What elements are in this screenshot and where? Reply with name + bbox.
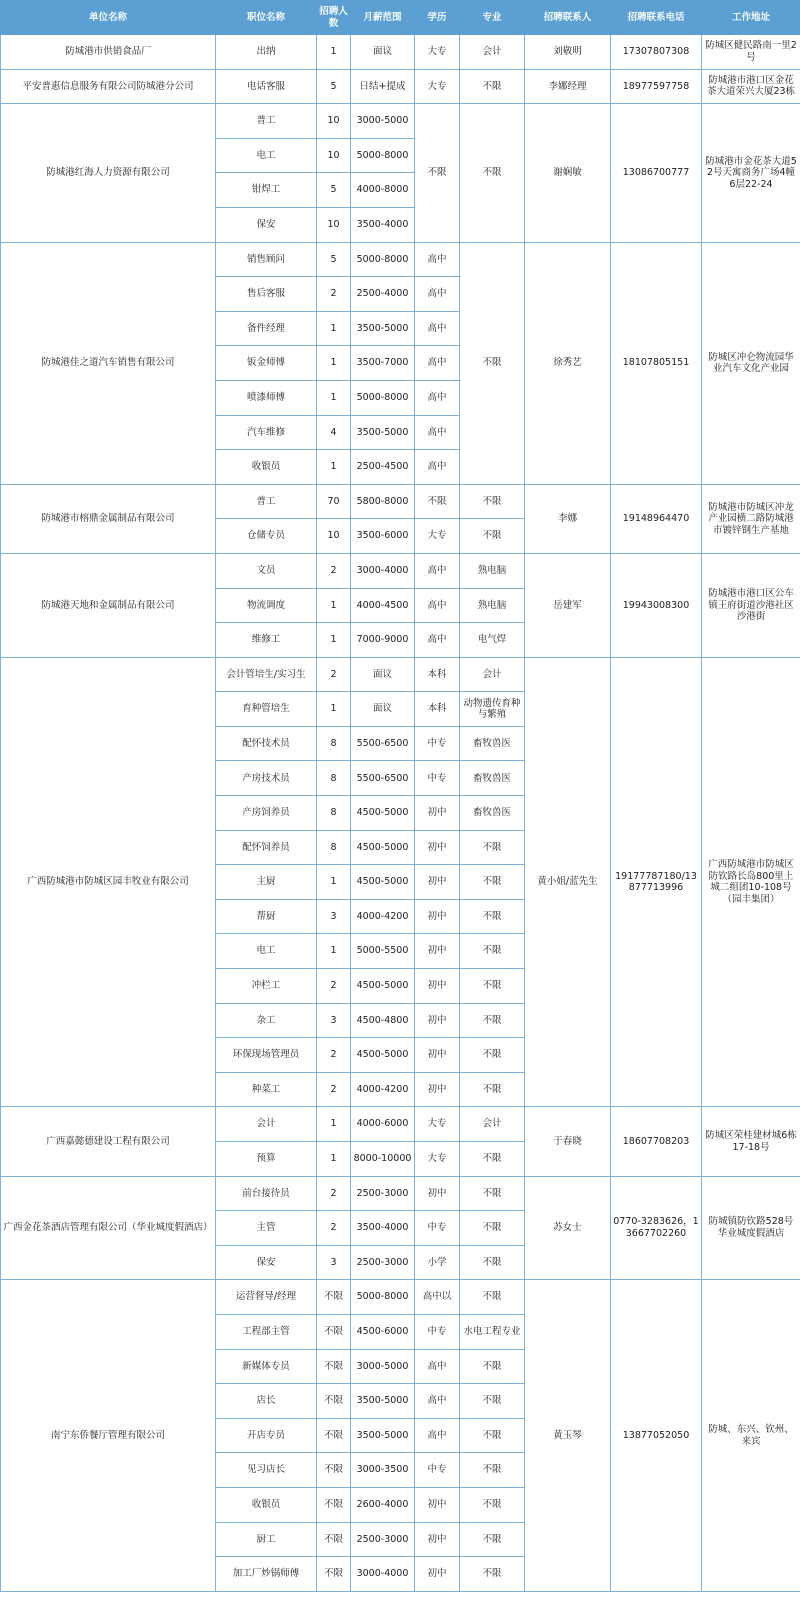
hire-count: 3 bbox=[317, 899, 351, 934]
contact-person: 黄小姐/蓝先生 bbox=[525, 657, 611, 1107]
hire-count: 8 bbox=[317, 830, 351, 865]
education-requirement: 高中 bbox=[415, 346, 460, 381]
position-name: 主厨 bbox=[216, 865, 317, 900]
education-requirement: 高中 bbox=[415, 1384, 460, 1419]
position-name: 文员 bbox=[216, 553, 317, 588]
salary-range: 3500-5000 bbox=[351, 415, 415, 450]
position-name: 帮厨 bbox=[216, 899, 317, 934]
education-requirement: 初中 bbox=[415, 934, 460, 969]
position-name: 配怀饲养员 bbox=[216, 830, 317, 865]
hire-count: 4 bbox=[317, 415, 351, 450]
salary-range: 5000-8000 bbox=[351, 1280, 415, 1315]
education-requirement: 大专 bbox=[415, 1142, 460, 1177]
company-name: 防城港天地和金属制品有限公司 bbox=[1, 553, 216, 657]
salary-range: 3500-5000 bbox=[351, 1384, 415, 1419]
header-phone: 招聘联系电话 bbox=[611, 1, 702, 35]
salary-range: 4500-5000 bbox=[351, 830, 415, 865]
salary-range: 5500-6500 bbox=[351, 761, 415, 796]
contact-person: 黄玉琴 bbox=[525, 1280, 611, 1591]
position-name: 工程部主管 bbox=[216, 1314, 317, 1349]
major-requirement: 不限 bbox=[460, 1557, 525, 1592]
salary-range: 2500-4500 bbox=[351, 450, 415, 485]
education-requirement: 初中 bbox=[415, 1557, 460, 1592]
contact-phone: 18977597758 bbox=[611, 69, 702, 104]
salary-range: 5500-6500 bbox=[351, 726, 415, 761]
salary-range: 2600-4000 bbox=[351, 1487, 415, 1522]
hire-count: 1 bbox=[317, 450, 351, 485]
salary-range: 3000-5000 bbox=[351, 1349, 415, 1384]
position-name: 保安 bbox=[216, 207, 317, 242]
major-requirement: 不限 bbox=[460, 519, 525, 554]
major-requirement: 不限 bbox=[460, 1245, 525, 1280]
major-requirement: 会计 bbox=[460, 657, 525, 692]
hire-count: 不限 bbox=[317, 1384, 351, 1419]
position-name: 物流调度 bbox=[216, 588, 317, 623]
hire-count: 1 bbox=[317, 346, 351, 381]
position-name: 销售顾问 bbox=[216, 242, 317, 277]
hire-count: 2 bbox=[317, 1038, 351, 1073]
position-name: 钣金师傅 bbox=[216, 346, 317, 381]
education-requirement: 不限 bbox=[415, 104, 460, 242]
contact-phone: 13086700777 bbox=[611, 104, 702, 242]
education-requirement: 本科 bbox=[415, 657, 460, 692]
salary-range: 4000-4500 bbox=[351, 588, 415, 623]
salary-range: 4500-5000 bbox=[351, 1038, 415, 1073]
hire-count: 1 bbox=[317, 380, 351, 415]
position-name: 普工 bbox=[216, 104, 317, 139]
major-requirement: 不限 bbox=[460, 1072, 525, 1107]
hire-count: 3 bbox=[317, 1003, 351, 1038]
salary-range: 7000-9000 bbox=[351, 623, 415, 658]
major-requirement: 不限 bbox=[460, 934, 525, 969]
salary-range: 4500-5000 bbox=[351, 796, 415, 831]
education-requirement: 大专 bbox=[415, 1107, 460, 1142]
position-name: 见习店长 bbox=[216, 1453, 317, 1488]
salary-range: 5000-8000 bbox=[351, 242, 415, 277]
salary-range: 3500-5000 bbox=[351, 1418, 415, 1453]
education-requirement: 初中 bbox=[415, 899, 460, 934]
major-requirement: 不限 bbox=[460, 1003, 525, 1038]
header-education: 学历 bbox=[415, 1, 460, 35]
company-name: 广西防城港市防城区园丰牧业有限公司 bbox=[1, 657, 216, 1107]
education-requirement: 初中 bbox=[415, 1038, 460, 1073]
hire-count: 8 bbox=[317, 761, 351, 796]
hire-count: 不限 bbox=[317, 1487, 351, 1522]
header-major: 专业 bbox=[460, 1, 525, 35]
salary-range: 2500-3000 bbox=[351, 1176, 415, 1211]
company-name: 广西嘉懿德建设工程有限公司 bbox=[1, 1107, 216, 1176]
salary-range: 3000-3500 bbox=[351, 1453, 415, 1488]
education-requirement: 高中 bbox=[415, 242, 460, 277]
contact-person: 谢娴敏 bbox=[525, 104, 611, 242]
major-requirement: 不限 bbox=[460, 104, 525, 242]
major-requirement: 不限 bbox=[460, 1384, 525, 1419]
table-row bbox=[1, 69, 800, 104]
hire-count: 8 bbox=[317, 796, 351, 831]
hire-count: 不限 bbox=[317, 1522, 351, 1557]
header-company: 单位名称 bbox=[1, 1, 216, 35]
education-requirement: 高中 bbox=[415, 588, 460, 623]
hire-count: 不限 bbox=[317, 1418, 351, 1453]
salary-range: 4000-8000 bbox=[351, 173, 415, 208]
hire-count: 1 bbox=[317, 934, 351, 969]
education-requirement: 本科 bbox=[415, 692, 460, 727]
contact-person: 刘敬明 bbox=[525, 35, 611, 70]
salary-range: 3500-4000 bbox=[351, 207, 415, 242]
position-name: 喷漆师傅 bbox=[216, 380, 317, 415]
major-requirement: 电气焊 bbox=[460, 623, 525, 658]
position-name: 电工 bbox=[216, 138, 317, 173]
major-requirement: 会计 bbox=[460, 35, 525, 70]
table-row bbox=[1, 484, 800, 519]
education-requirement: 高中 bbox=[415, 311, 460, 346]
education-requirement: 大专 bbox=[415, 35, 460, 70]
table-row bbox=[1, 104, 800, 139]
salary-range: 2500-3000 bbox=[351, 1522, 415, 1557]
work-address: 防城港市港口区公车镇王府街道沙港社区沙港街 bbox=[702, 553, 800, 657]
position-name: 售后客服 bbox=[216, 277, 317, 312]
contact-person: 徐秀艺 bbox=[525, 242, 611, 484]
hire-count: 1 bbox=[317, 311, 351, 346]
contact-phone: 17307807308 bbox=[611, 35, 702, 70]
major-requirement: 不限 bbox=[460, 1349, 525, 1384]
major-requirement: 不限 bbox=[460, 830, 525, 865]
header-position: 职位名称 bbox=[216, 1, 317, 35]
major-requirement: 熟电脑 bbox=[460, 553, 525, 588]
education-requirement: 高中 bbox=[415, 415, 460, 450]
major-requirement: 不限 bbox=[460, 1453, 525, 1488]
hire-count: 5 bbox=[317, 173, 351, 208]
education-requirement: 高中 bbox=[415, 1349, 460, 1384]
position-name: 开店专员 bbox=[216, 1418, 317, 1453]
salary-range: 4500-5000 bbox=[351, 865, 415, 900]
job-table-body bbox=[1, 35, 800, 1592]
position-name: 育种管培生 bbox=[216, 692, 317, 727]
position-name: 维修工 bbox=[216, 623, 317, 658]
salary-range: 面议 bbox=[351, 657, 415, 692]
salary-range: 5000-5500 bbox=[351, 934, 415, 969]
major-requirement: 水电工程专业 bbox=[460, 1314, 525, 1349]
hire-count: 10 bbox=[317, 104, 351, 139]
position-name: 配怀技术员 bbox=[216, 726, 317, 761]
major-requirement: 不限 bbox=[460, 242, 525, 484]
hire-count: 1 bbox=[317, 35, 351, 70]
hire-count: 5 bbox=[317, 242, 351, 277]
company-name: 广西金花茶酒店管理有限公司（华业城度假酒店） bbox=[1, 1176, 216, 1280]
hire-count: 不限 bbox=[317, 1314, 351, 1349]
hire-count: 不限 bbox=[317, 1557, 351, 1592]
major-requirement: 不限 bbox=[460, 1211, 525, 1246]
education-requirement: 初中 bbox=[415, 1003, 460, 1038]
major-requirement: 不限 bbox=[460, 899, 525, 934]
work-address: 防城区冲仑物流园华业汽车文化产业园 bbox=[702, 242, 800, 484]
contact-phone: 19148964470 bbox=[611, 484, 702, 553]
major-requirement: 畜牧兽医 bbox=[460, 726, 525, 761]
education-requirement: 中专 bbox=[415, 1314, 460, 1349]
education-requirement: 大专 bbox=[415, 519, 460, 554]
salary-range: 3500-6000 bbox=[351, 519, 415, 554]
hire-count: 1 bbox=[317, 1107, 351, 1142]
major-requirement: 不限 bbox=[460, 1142, 525, 1177]
position-name: 杂工 bbox=[216, 1003, 317, 1038]
education-requirement: 初中 bbox=[415, 1522, 460, 1557]
salary-range: 3500-4000 bbox=[351, 1211, 415, 1246]
hire-count: 2 bbox=[317, 969, 351, 1004]
salary-range: 3000-4000 bbox=[351, 1557, 415, 1592]
major-requirement: 不限 bbox=[460, 1038, 525, 1073]
major-requirement: 熟电脑 bbox=[460, 588, 525, 623]
major-requirement: 畜牧兽医 bbox=[460, 796, 525, 831]
hire-count: 1 bbox=[317, 588, 351, 623]
work-address: 广西防城港市防城区防钦路长岛800里上城二组团10-108号（园丰集团） bbox=[702, 657, 800, 1107]
education-requirement: 高中 bbox=[415, 450, 460, 485]
position-name: 前台接待员 bbox=[216, 1176, 317, 1211]
work-address: 防城港市防城区冲龙产业园横二路防城港市镀锌钢生产基地 bbox=[702, 484, 800, 553]
salary-range: 3000-5000 bbox=[351, 104, 415, 139]
education-requirement: 初中 bbox=[415, 1176, 460, 1211]
hire-count: 1 bbox=[317, 865, 351, 900]
major-requirement: 不限 bbox=[460, 1522, 525, 1557]
table-row bbox=[1, 657, 800, 692]
salary-range: 4000-4200 bbox=[351, 1072, 415, 1107]
salary-range: 3500-7000 bbox=[351, 346, 415, 381]
contact-person: 李娜经理 bbox=[525, 69, 611, 104]
education-requirement: 初中 bbox=[415, 1487, 460, 1522]
table-row bbox=[1, 1280, 800, 1315]
salary-range: 面议 bbox=[351, 692, 415, 727]
education-requirement: 高中 bbox=[415, 277, 460, 312]
contact-phone: 13877052050 bbox=[611, 1280, 702, 1591]
hire-count: 2 bbox=[317, 1176, 351, 1211]
position-name: 钳焊工 bbox=[216, 173, 317, 208]
work-address: 防城港市港口区金花茶大道荣兴大厦23栋 bbox=[702, 69, 800, 104]
education-requirement: 大专 bbox=[415, 69, 460, 104]
company-name: 平安普惠信息服务有限公司防城港分公司 bbox=[1, 69, 216, 104]
salary-range: 4000-4200 bbox=[351, 899, 415, 934]
position-name: 店长 bbox=[216, 1384, 317, 1419]
major-requirement: 不限 bbox=[460, 1176, 525, 1211]
major-requirement: 畜牧兽医 bbox=[460, 761, 525, 796]
salary-range: 5000-8000 bbox=[351, 380, 415, 415]
contact-phone: 18607708203 bbox=[611, 1107, 702, 1176]
major-requirement: 不限 bbox=[460, 69, 525, 104]
position-name: 仓储专员 bbox=[216, 519, 317, 554]
contact-phone: 0770-3283626，13667702260 bbox=[611, 1176, 702, 1280]
position-name: 预算 bbox=[216, 1142, 317, 1177]
education-requirement: 高中以 bbox=[415, 1280, 460, 1315]
position-name: 运营督导/经理 bbox=[216, 1280, 317, 1315]
position-name: 电工 bbox=[216, 934, 317, 969]
salary-range: 4500-5000 bbox=[351, 969, 415, 1004]
position-name: 备件经理 bbox=[216, 311, 317, 346]
position-name: 会计管培生/实习生 bbox=[216, 657, 317, 692]
position-name: 汽车维修 bbox=[216, 415, 317, 450]
company-name: 防城港佳之道汽车销售有限公司 bbox=[1, 242, 216, 484]
salary-range: 4500-6000 bbox=[351, 1314, 415, 1349]
table-row bbox=[1, 35, 800, 70]
education-requirement: 初中 bbox=[415, 830, 460, 865]
hire-count: 1 bbox=[317, 1142, 351, 1177]
position-name: 种菜工 bbox=[216, 1072, 317, 1107]
education-requirement: 中专 bbox=[415, 761, 460, 796]
hire-count: 不限 bbox=[317, 1349, 351, 1384]
education-requirement: 小学 bbox=[415, 1245, 460, 1280]
contact-person: 苏女士 bbox=[525, 1176, 611, 1280]
major-requirement: 不限 bbox=[460, 1418, 525, 1453]
hire-count: 3 bbox=[317, 1245, 351, 1280]
contact-phone: 18107805151 bbox=[611, 242, 702, 484]
position-name: 环保现场管理员 bbox=[216, 1038, 317, 1073]
company-name: 南宁东侨餐厅管理有限公司 bbox=[1, 1280, 216, 1591]
major-requirement: 不限 bbox=[460, 1487, 525, 1522]
company-name: 防城港红海人力资源有限公司 bbox=[1, 104, 216, 242]
contact-phone: 19943008300 bbox=[611, 553, 702, 657]
salary-range: 5000-8000 bbox=[351, 138, 415, 173]
position-name: 收银员 bbox=[216, 1487, 317, 1522]
hire-count: 1 bbox=[317, 623, 351, 658]
major-requirement: 不限 bbox=[460, 865, 525, 900]
header-salary: 月薪范围 bbox=[351, 1, 415, 35]
salary-range: 面议 bbox=[351, 35, 415, 70]
hire-count: 不限 bbox=[317, 1453, 351, 1488]
table-row bbox=[1, 553, 800, 588]
salary-range: 3000-4000 bbox=[351, 553, 415, 588]
position-name: 产房饲养员 bbox=[216, 796, 317, 831]
company-name: 防城港市榕鼎金属制品有限公司 bbox=[1, 484, 216, 553]
position-name: 新媒体专员 bbox=[216, 1349, 317, 1384]
position-name: 保安 bbox=[216, 1245, 317, 1280]
hire-count: 不限 bbox=[317, 1280, 351, 1315]
education-requirement: 高中 bbox=[415, 553, 460, 588]
position-name: 出纳 bbox=[216, 35, 317, 70]
work-address: 防城、东兴、钦州、来宾 bbox=[702, 1280, 800, 1591]
major-requirement: 不限 bbox=[460, 969, 525, 1004]
hire-count: 2 bbox=[317, 657, 351, 692]
education-requirement: 不限 bbox=[415, 484, 460, 519]
header-count: 招聘人数 bbox=[317, 1, 351, 35]
position-name: 厨工 bbox=[216, 1522, 317, 1557]
contact-phone: 19177787180/13877713996 bbox=[611, 657, 702, 1107]
table-header-row bbox=[1, 1, 800, 35]
salary-range: 4500-4800 bbox=[351, 1003, 415, 1038]
contact-person: 岳建军 bbox=[525, 553, 611, 657]
table-row bbox=[1, 242, 800, 277]
position-name: 主管 bbox=[216, 1211, 317, 1246]
work-address: 防城镇防钦路528号华业城度假酒店 bbox=[702, 1176, 800, 1280]
education-requirement: 初中 bbox=[415, 865, 460, 900]
major-requirement: 不限 bbox=[460, 1280, 525, 1315]
education-requirement: 高中 bbox=[415, 380, 460, 415]
work-address: 防城区健民路南一里2号 bbox=[702, 35, 800, 70]
position-name: 电话客服 bbox=[216, 69, 317, 104]
salary-range: 4000-6000 bbox=[351, 1107, 415, 1142]
salary-range: 5800-8000 bbox=[351, 484, 415, 519]
hire-count: 2 bbox=[317, 553, 351, 588]
position-name: 加工厂炒锅师傅 bbox=[216, 1557, 317, 1592]
work-address: 防城港市金花茶大道52号天寓商务广场4幢6层22-24 bbox=[702, 104, 800, 242]
major-requirement: 动物遗传育种与繁殖 bbox=[460, 692, 525, 727]
contact-person: 于春晓 bbox=[525, 1107, 611, 1176]
hire-count: 2 bbox=[317, 277, 351, 312]
hire-count: 10 bbox=[317, 138, 351, 173]
education-requirement: 初中 bbox=[415, 1072, 460, 1107]
table-row bbox=[1, 1107, 800, 1142]
education-requirement: 中专 bbox=[415, 726, 460, 761]
hire-count: 5 bbox=[317, 69, 351, 104]
header-contact: 招聘联系人 bbox=[525, 1, 611, 35]
contact-person: 李娜 bbox=[525, 484, 611, 553]
hire-count: 10 bbox=[317, 519, 351, 554]
salary-range: 2500-3000 bbox=[351, 1245, 415, 1280]
hire-count: 8 bbox=[317, 726, 351, 761]
education-requirement: 初中 bbox=[415, 969, 460, 1004]
salary-range: 日结+提成 bbox=[351, 69, 415, 104]
hire-count: 1 bbox=[317, 692, 351, 727]
salary-range: 2500-4000 bbox=[351, 277, 415, 312]
position-name: 会计 bbox=[216, 1107, 317, 1142]
position-name: 冲栏工 bbox=[216, 969, 317, 1004]
major-requirement: 不限 bbox=[460, 484, 525, 519]
hire-count: 70 bbox=[317, 484, 351, 519]
education-requirement: 高中 bbox=[415, 1418, 460, 1453]
hire-count: 2 bbox=[317, 1072, 351, 1107]
education-requirement: 初中 bbox=[415, 796, 460, 831]
hire-count: 10 bbox=[317, 207, 351, 242]
position-name: 收银员 bbox=[216, 450, 317, 485]
salary-range: 3500-5000 bbox=[351, 311, 415, 346]
salary-range: 8000-10000 bbox=[351, 1142, 415, 1177]
company-name: 防城港市供销食品厂 bbox=[1, 35, 216, 70]
education-requirement: 中专 bbox=[415, 1453, 460, 1488]
major-requirement: 会计 bbox=[460, 1107, 525, 1142]
position-name: 产房技术员 bbox=[216, 761, 317, 796]
position-name: 普工 bbox=[216, 484, 317, 519]
table-row bbox=[1, 1176, 800, 1211]
hire-count: 2 bbox=[317, 1211, 351, 1246]
header-address: 工作地址 bbox=[702, 1, 800, 35]
education-requirement: 高中 bbox=[415, 623, 460, 658]
work-address: 防城区荣桂建材城6栋17-18号 bbox=[702, 1107, 800, 1176]
education-requirement: 中专 bbox=[415, 1211, 460, 1246]
